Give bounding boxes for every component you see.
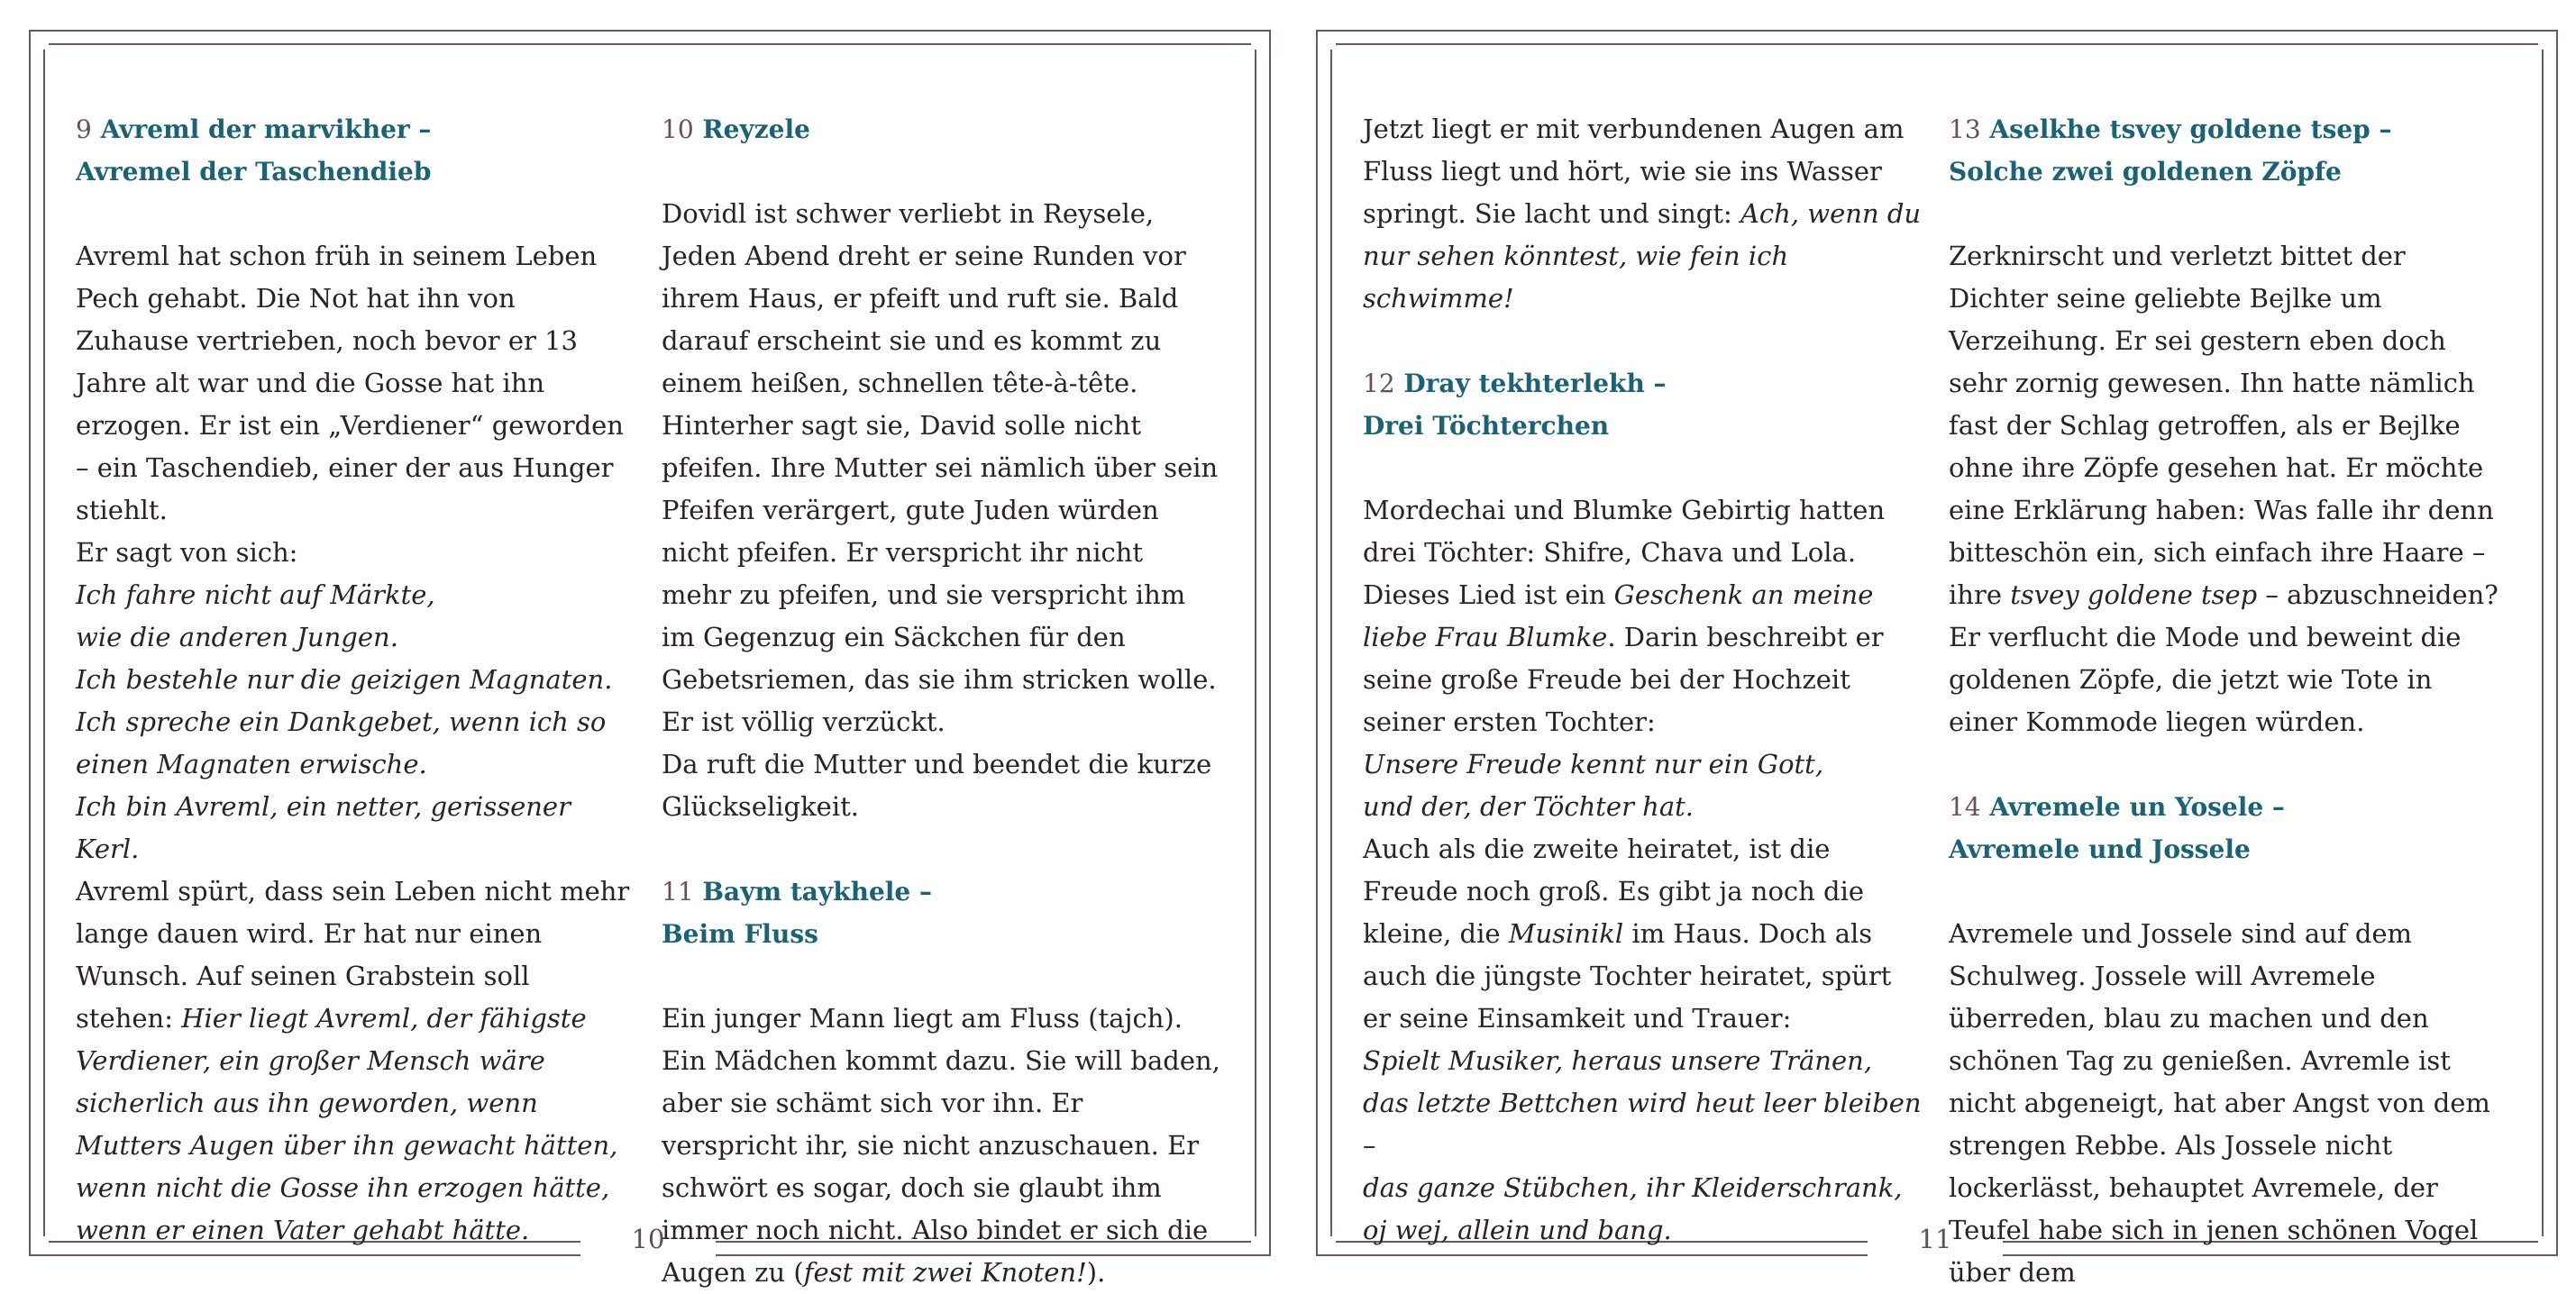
song-title-german: Avremel der Taschendieb [76, 157, 432, 187]
text-run: Avreml spürt, dass sein Leben nicht mehr lange dauen wird. Er hat nur einen Wunsch. Auf seinen Grabstein soll stehen: [76, 876, 630, 1034]
italic-run: Ach, wenn du nur sehen könntest, wie fein ich schwimme! [1363, 198, 1922, 314]
quote-line: Ich bin Avreml, ein netter, gerissener Kerl. [76, 791, 571, 864]
quote-line: wie die anderen Jungen. [76, 622, 398, 652]
paragraph: Dovidl ist schwer verliebt in Reysele, Jeden Abend dreht er seine Runden vor ihrem Haus, er pfeift und ruft sie. Bald darauf erscheint sie und es kommt zu einem heißen, schnellen tête-à-tête. Hinterher sagt sie, David solle nicht pfeifen. Ihre Mutter sei nämlich über sein Pfeifen verärgert, gute Juden würden nicht pfeifen. Er verspricht ihr nicht mehr zu pfeifen, und sie verspricht ihm im Gegenzug ein Säckchen für den Gebetsriemen, das sie ihm stricken wolle. Er ist völlig verzückt. [662, 198, 1219, 737]
text-run: Jetzt liegt er mit verbundenen Augen am Fluss liegt und hört, wie sie ins Wasser springt. Sie lacht und singt: [1363, 114, 1905, 229]
text-run: . Darin beschreibt er seine große Freude bei der Hochzeit seiner ersten Tochter: [1363, 622, 1884, 737]
song-heading [1949, 108, 2507, 150]
text-run: ). [1086, 1257, 1106, 1288]
song-number: 14 [1949, 792, 1981, 822]
song-title-yiddish: Reyzele [702, 114, 810, 144]
song-number: 10 [662, 114, 694, 144]
column-right [662, 108, 1220, 1294]
song-title-yiddish: Avremele un Yosele – [1989, 792, 2285, 822]
text-run: Mordechai und Blumke Gebirtig hatten drei Töchter: Shifre, Chava und Lola. Dieses Lied ist ein [1363, 495, 1886, 610]
column-right [1949, 108, 2507, 1294]
italic-run: Musinikl [1508, 918, 1624, 949]
song-heading [1363, 362, 1922, 405]
italic-run: Hier liegt Avreml, der fähigste Verdiener, ein großer Mensch wäre sicherlich aus ihn geworden, wenn Mutters Augen über ihn gewacht hätten, wenn nicht die Gosse ihn erzogen hätte, wenn er einen Vater gehabt hätte. [76, 1003, 618, 1245]
text-run: Ein junger Mann liegt am Fluss (tajch). Ein Mädchen kommt dazu. Sie will baden, aber sie schämt sich vor ihn. Er verspricht ihr, sie nicht anzuschauen. Er schwört es sogar, doch sie glaubt ihm immer noch nicht. Also bindet er sich die Augen zu ( [662, 1003, 1220, 1288]
column-left [1363, 108, 1922, 1252]
paragraph: Avremele und Jossele sind auf dem Schulweg. Jossele will Avremele überreden, blau zu machen und den schönen Tag zu genießen. Avremle ist nicht abgeneigt, hat aber Angst von dem strengen Rebbe. Als Jossele nicht lockerlässt, behauptet Avremele, der Teufel habe sich in jenen schönen Vogel über dem [1949, 918, 2490, 1288]
paragraph [1363, 108, 1922, 320]
corner-ornament [2538, 30, 2558, 50]
song-title-german: Solche zwei goldenen Zöpfe [1949, 157, 2342, 187]
song-title-yiddish: Avreml der marvikher – [100, 114, 432, 144]
song-heading [662, 108, 1220, 150]
corner-ornament [2538, 1236, 2558, 1256]
song-title-german: Beim Fluss [662, 919, 818, 949]
corner-ornament [1251, 30, 1271, 50]
quote-line: Ich fahre nicht auf Märkte, [76, 579, 435, 610]
quote-line: das ganze Stübchen, ihr Kleiderschrank, [1363, 1172, 1903, 1203]
corner-ornament [1316, 30, 1336, 50]
quote-line: und der, der Töchter hat. [1363, 791, 1694, 822]
song-heading [662, 870, 1220, 913]
text-run: Auch als die zweite heiratet, ist die Freude noch groß. Es gibt ja noch die kleine, die [1363, 834, 1865, 949]
corner-ornament [1251, 1236, 1271, 1256]
quote-line: Unsere Freude kennt nur ein Gott, [1363, 749, 1824, 779]
paragraph: Avreml hat schon früh in seinem Leben Pech gehabt. Die Not hat ihn von Zuhause vertrieben, noch bevor er 13 Jahre alt war und die Gosse hat ihn erzogen. Er ist ein „Verdiener“ geworden – ein Taschendieb, einer der aus Hunger stiehlt. [76, 241, 624, 525]
paragraph: Da ruft die Mutter und beendet die kurze Glückseligkeit. [662, 749, 1212, 822]
paragraph [1363, 828, 1922, 1040]
song-title-yiddish: Baym taykhele – [702, 877, 932, 907]
text-run: Zerknirscht und verletzt bittet der Dichter seine geliebte Bejlke um Verzeihung. Er sei gestern eben doch sehr zornig gewesen. Ihn hatte nämlich fast der Schlag getroffen, als er Bejlke ohne ihre Zöpfe gesehen hat. Er möchte eine Erklärung haben: Was falle ihr denn bitteschön ein, sich einfach ihre Haare – ihre [1949, 241, 2494, 610]
song-number: 11 [662, 877, 694, 907]
italic-run: fest mit zwei Knoten! [803, 1257, 1087, 1288]
paragraph [1363, 489, 1922, 743]
right-page [1316, 0, 2576, 1288]
corner-ornament [29, 1236, 49, 1256]
italic-run: Geschenk an meine liebe Frau Blumke [1363, 579, 1874, 652]
quote-line: Spielt Musiker, heraus unsere Tränen, [1363, 1045, 1873, 1076]
text-run: – abzuschneiden? Er verflucht die Mode und beweint die goldenen Zöpfe, die jetzt wie Tote in einer Kommode liegen würden. [1949, 579, 2498, 737]
song-heading [1949, 786, 2507, 828]
quote-line: Ich spreche ein Dankgebet, wenn ich so einen Magnaten erwische. [76, 706, 607, 779]
song-number: 9 [76, 114, 92, 144]
paragraph: Er sagt von sich: [76, 537, 298, 568]
page-number: 10 [631, 1224, 665, 1254]
corner-ornament [1316, 1236, 1336, 1256]
song-title-german: Drei Töchterchen [1363, 411, 1610, 441]
text-run: im Haus. Doch als auch die jüngste Tochter heiratet, spürt er seine Einsamkeit und Trauer: [1363, 918, 1892, 1034]
left-page [29, 0, 1291, 1288]
song-number: 13 [1949, 114, 1981, 144]
paragraph [76, 870, 635, 1252]
quote-line: Ich bestehle nur die geizigen Magnaten. [76, 664, 613, 695]
song-title-german: Avremele und Jossele [1949, 834, 2251, 864]
italic-run: tsvey goldene tsep [2010, 579, 2258, 610]
song-title-yiddish: Dray tekhterlekh – [1403, 369, 1667, 398]
quote-line: oj wej, allein und bang. [1363, 1215, 1672, 1245]
page-number: 11 [1918, 1224, 1952, 1254]
song-title-yiddish: Aselkhe tsvey goldene tsep – [1989, 114, 2392, 144]
corner-ornament [29, 30, 49, 50]
song-number: 12 [1363, 369, 1395, 398]
song-heading [76, 108, 635, 150]
quote-line: das letzte Bettchen wird heut leer bleiben – [1363, 1088, 1922, 1161]
paragraph [662, 998, 1220, 1294]
paragraph [1949, 235, 2507, 743]
column-left [76, 108, 635, 1252]
